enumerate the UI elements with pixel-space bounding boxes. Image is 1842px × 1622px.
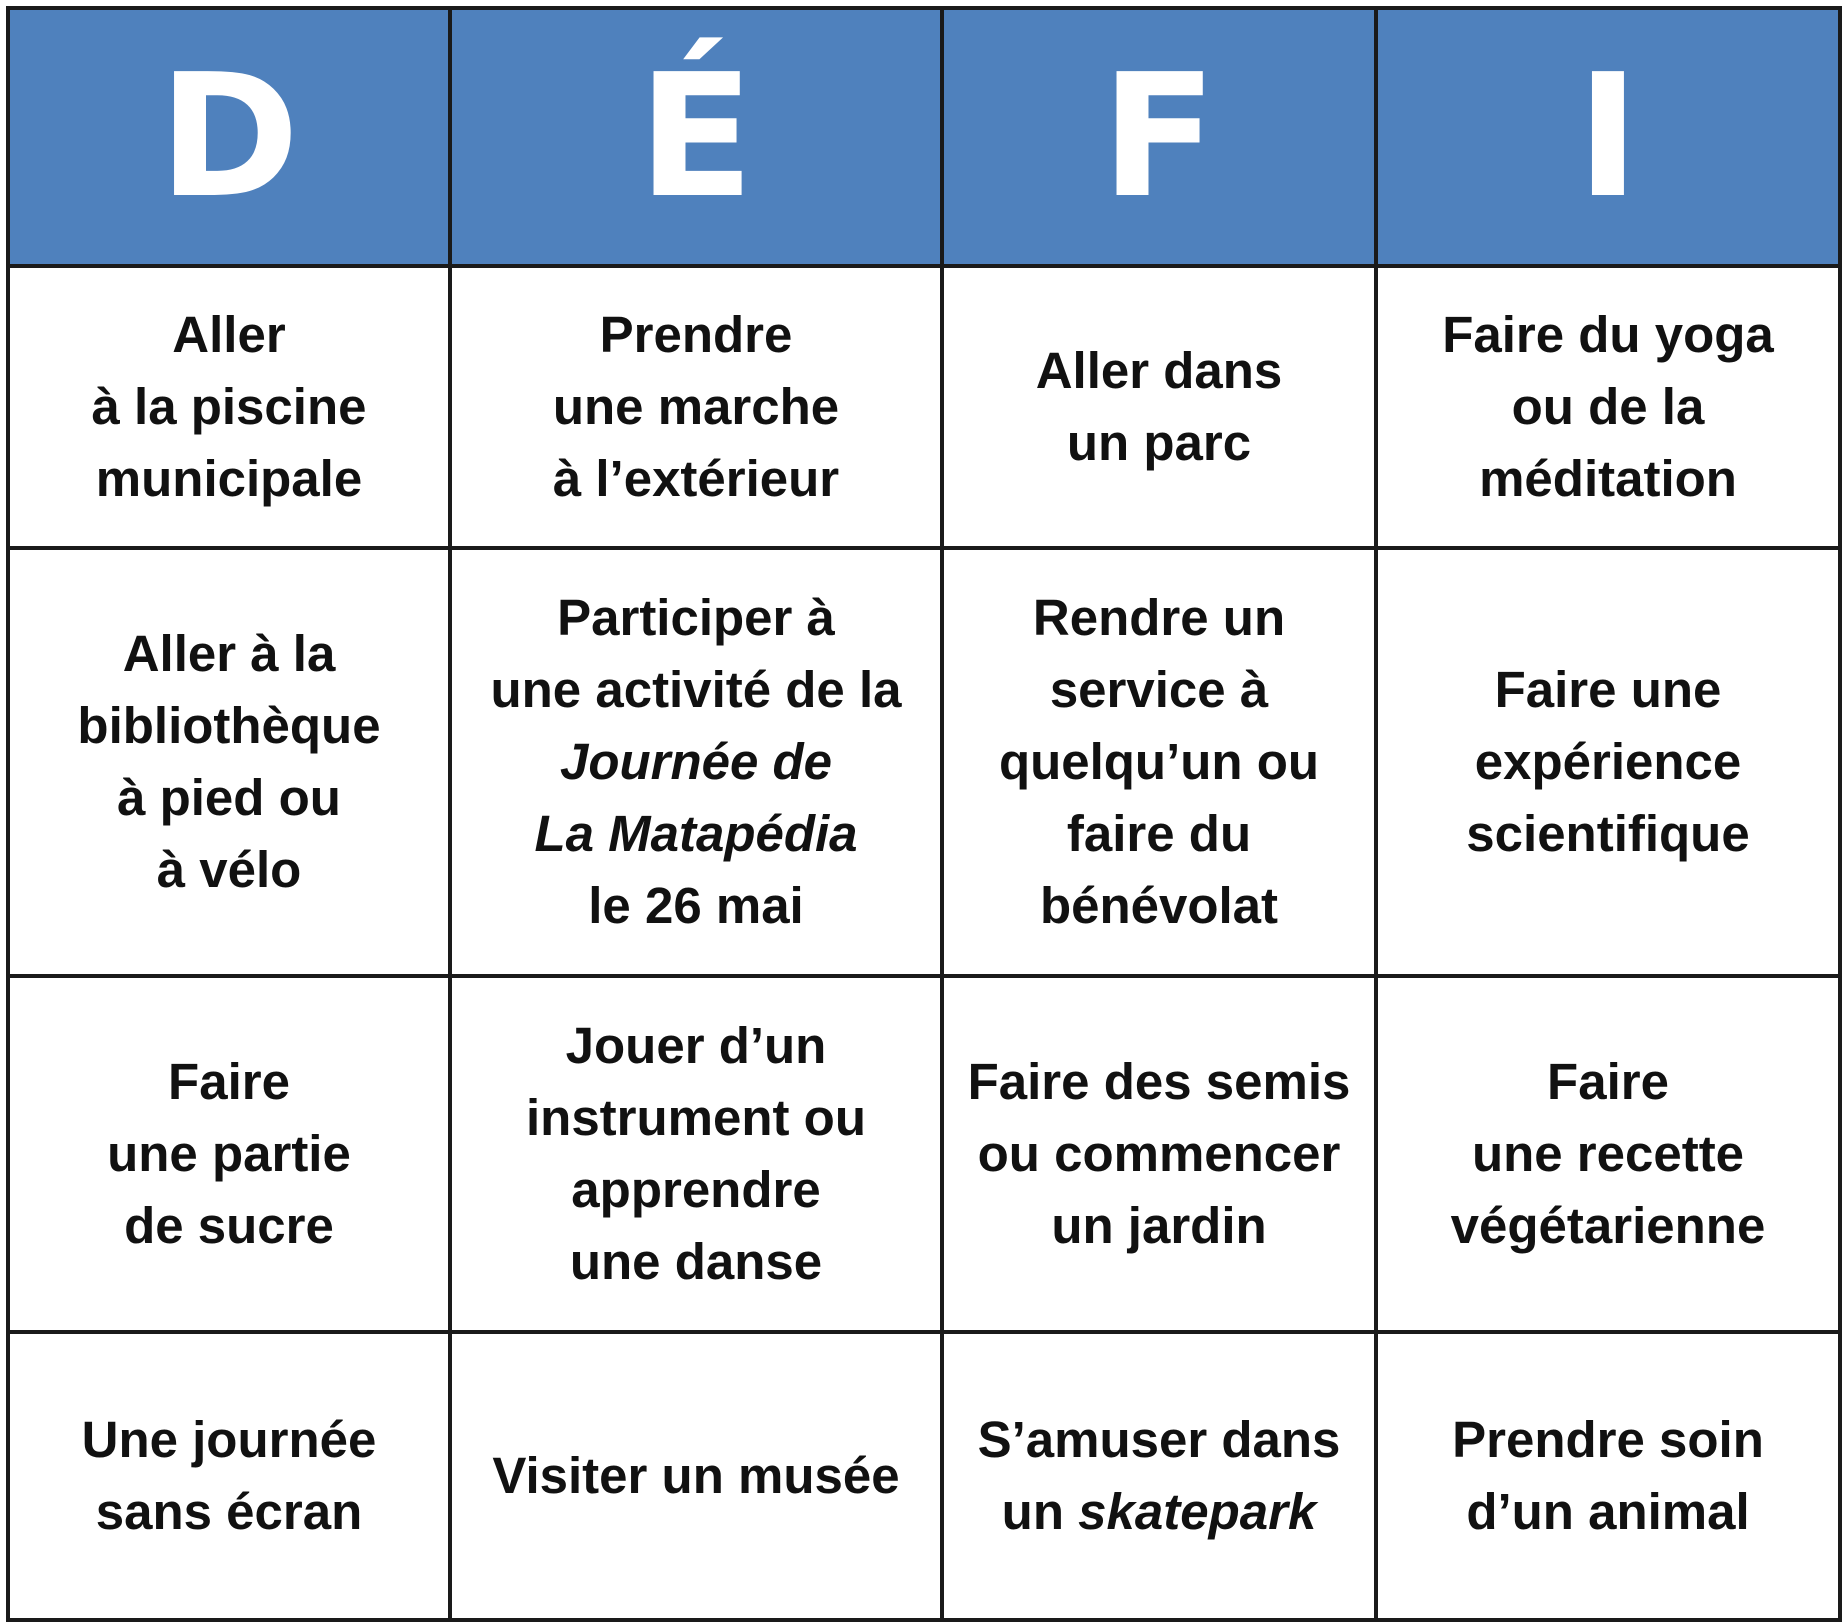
challenge-cell — [8, 976, 450, 1332]
cell-line: à la piscine — [91, 378, 367, 435]
cell-line: Faire une — [1494, 661, 1722, 718]
cell-line: végétarienne — [1450, 1197, 1766, 1254]
cell-line: Une journée — [81, 1411, 377, 1468]
cell-line: un parc — [1066, 414, 1252, 471]
cell-line: bibliothèque — [77, 697, 381, 754]
challenge-cell — [450, 1332, 942, 1620]
cell-line: une danse — [569, 1233, 823, 1290]
cell-line: un jardin — [1051, 1197, 1267, 1254]
header-letter-d: D — [8, 8, 450, 266]
cell-line: Faire — [1547, 1053, 1669, 1110]
cell-line: ou de la — [1511, 378, 1705, 435]
challenge-cell — [1376, 976, 1840, 1332]
cell-line: Aller — [172, 306, 286, 363]
cell-line: scientifique — [1466, 805, 1750, 862]
header-letter-e: É — [450, 8, 942, 266]
cell-line: à l’extérieur — [552, 450, 840, 507]
challenge-row — [8, 548, 1840, 976]
cell-line: municipale — [95, 450, 363, 507]
header-row — [8, 8, 1840, 266]
cell-line: S’amuser dans — [977, 1411, 1341, 1468]
cell-line: instrument ou — [526, 1089, 866, 1146]
cell-line: une marche — [552, 378, 840, 435]
cell-text-italic: skatepark — [1078, 1483, 1317, 1540]
challenge-cell — [1376, 266, 1840, 548]
cell-line: ou commencer — [977, 1125, 1341, 1182]
cell-line: apprendre — [571, 1161, 821, 1218]
challenge-cell — [942, 548, 1376, 976]
challenge-cell — [8, 266, 450, 548]
challenge-cell — [942, 266, 1376, 548]
cell-line: Prendre soin — [1452, 1411, 1764, 1468]
cell-line: Participer à — [557, 589, 835, 646]
challenge-cell — [1376, 1332, 1840, 1620]
cell-line: Rendre un — [1032, 589, 1286, 646]
cell-line: le 26 mai — [588, 877, 804, 934]
cell-line: expérience — [1474, 733, 1742, 790]
cell-text: un — [1001, 1483, 1079, 1540]
cell-line: à vélo — [156, 841, 302, 898]
challenge-row — [8, 1332, 1840, 1620]
cell-line-mixed — [954, 1476, 1364, 1548]
challenge-cell — [450, 976, 942, 1332]
cell-line: service à — [1049, 661, 1269, 718]
header-letter-f: F — [942, 8, 1376, 266]
cell-line-italic: Journée de — [559, 733, 833, 790]
challenge-cell — [1376, 548, 1840, 976]
challenge-cell — [450, 266, 942, 548]
cell-line: Aller dans — [1035, 342, 1283, 399]
cell-line: une partie — [107, 1125, 351, 1182]
cell-line: Jouer d’un — [565, 1017, 827, 1074]
defi-board — [6, 6, 1842, 1622]
header-letter-i: I — [1376, 8, 1840, 266]
challenge-row — [8, 266, 1840, 548]
challenge-cell — [942, 1332, 1376, 1620]
challenge-row — [8, 976, 1840, 1332]
cell-line: une activité de la — [490, 661, 902, 718]
cell-line: faire du — [1066, 805, 1252, 862]
cell-line: quelqu’un ou — [998, 733, 1320, 790]
cell-line: Faire des semis — [967, 1053, 1351, 1110]
cell-line: à pied ou — [117, 769, 341, 826]
challenge-cell — [8, 548, 450, 976]
challenge-cell — [8, 1332, 450, 1620]
cell-line: sans écran — [95, 1483, 363, 1540]
challenge-cell — [450, 548, 942, 976]
cell-line: Visiter un musée — [492, 1447, 900, 1504]
cell-line: bénévolat — [1039, 877, 1279, 934]
cell-line: Faire — [168, 1053, 290, 1110]
cell-line: d’un animal — [1466, 1483, 1750, 1540]
cell-line: méditation — [1479, 450, 1737, 507]
cell-line: une recette — [1471, 1125, 1745, 1182]
cell-line: de sucre — [124, 1197, 334, 1254]
cell-line: Faire du yoga — [1442, 306, 1774, 363]
cell-line: Aller à la — [122, 625, 336, 682]
challenge-cell — [942, 976, 1376, 1332]
cell-line: Prendre — [599, 306, 793, 363]
cell-line-italic: La Matapédia — [534, 805, 858, 862]
